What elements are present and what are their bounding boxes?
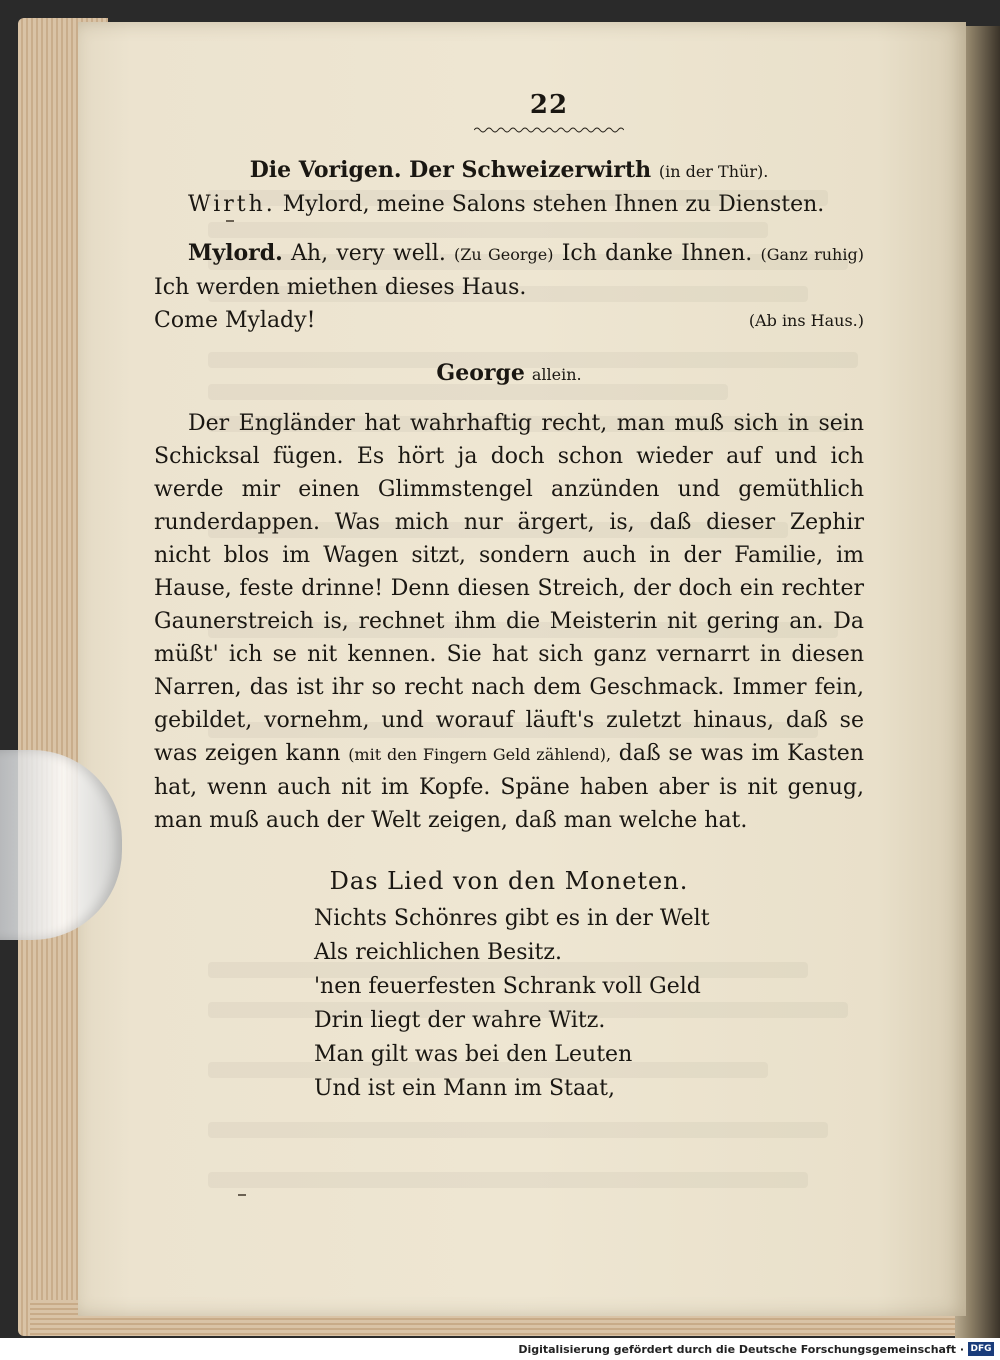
- speech-text: Ah, very well.: [291, 241, 446, 266]
- dfg-logo: DFG: [968, 1342, 994, 1356]
- monologue-text: Der Engländer hat wahrhaftig recht, man muß sich in sein Schicksal fügen. Es hört ja doch schon wieder auf und ich werde mir einen Glimmstengel anzünden und gemüthlich runderdappen. Was mich nur ärgert, is, daß dieser Zephir nicht blos im Wagen sitzt, sondern auch in der Familie, im Hause, feste drinne! Denn diesen Streich, der doch ein rechter Gaunerstreich is, rechnet ihm die Meisterin nit gering an. Da müßt' ich se nit kennen. Sie hat sich ganz vernarrt in diesen Narren, das ist ihr so recht nach dem Geschmack. Immer fein, gebildet, vornehm, und worauf läuft's zuletzt hinaus, daß se was zeigen kann: [154, 411, 864, 766]
- song-line: Drin liegt der wahre Witz.: [314, 1008, 606, 1033]
- song-line: Man gilt was bei den Leuten: [314, 1042, 633, 1067]
- speech-mylord-end: [154, 304, 864, 337]
- stage-direction: [154, 154, 864, 188]
- stage-direction-names: Die Vorigen. Der Schweizerwirth: [249, 157, 652, 183]
- stage-direction: [154, 357, 864, 391]
- monologue-george: [154, 407, 864, 837]
- speech-mylord: [154, 237, 864, 304]
- speaker-name: Wirth.: [188, 192, 276, 217]
- speech-text: Mylord, meine Salons stehen Ihnen zu Diensten.: [282, 192, 825, 217]
- ornamental-rule: [394, 126, 624, 134]
- song-line: Und ist ein Mann im Staat,: [314, 1076, 616, 1101]
- speech-text: Ich danke Ihnen.: [561, 241, 753, 266]
- stage-direction-note: allein.: [531, 365, 582, 384]
- margin-mark: [238, 1194, 246, 1196]
- aside-note: (Zu George): [454, 245, 554, 264]
- song-line: Als reichlichen Besitz.: [314, 940, 562, 965]
- song-line: Nichts Schönres gibt es in der Welt: [314, 906, 710, 931]
- aside-note: (Ganz ruhig): [760, 245, 864, 264]
- stage-direction-name: George: [436, 360, 525, 386]
- song-line: 'nen feuerfesten Schrank voll Geld: [314, 974, 701, 999]
- stage-direction-note: (in der Thür).: [658, 162, 769, 181]
- exit-note: (Ab ins Haus.): [748, 311, 864, 330]
- speech-text: Come Mylady!: [154, 308, 316, 333]
- funding-credit: Digitalisierung gefördert durch die Deutsche Forschungsgemeinschaft ·: [518, 1343, 964, 1356]
- song-title: Das Lied von den Moneten.: [329, 867, 689, 895]
- speech-text: Ich werden miethen dieses Haus.: [154, 275, 527, 300]
- speech-wirth: [154, 188, 864, 221]
- page-text: [154, 90, 864, 1106]
- monologue-text: daß se was im Kasten hat, wenn auch nit im Kopfe. Späne haben aber is nit genug, man muß auch der Welt zeigen, daß man welche hat.: [154, 741, 864, 833]
- speaker-name: Mylord.: [188, 240, 283, 266]
- page-number: 22: [529, 90, 569, 120]
- aside-note: (mit den Fingern Geld zählend),: [348, 745, 612, 764]
- footer-bar: [0, 1338, 1000, 1360]
